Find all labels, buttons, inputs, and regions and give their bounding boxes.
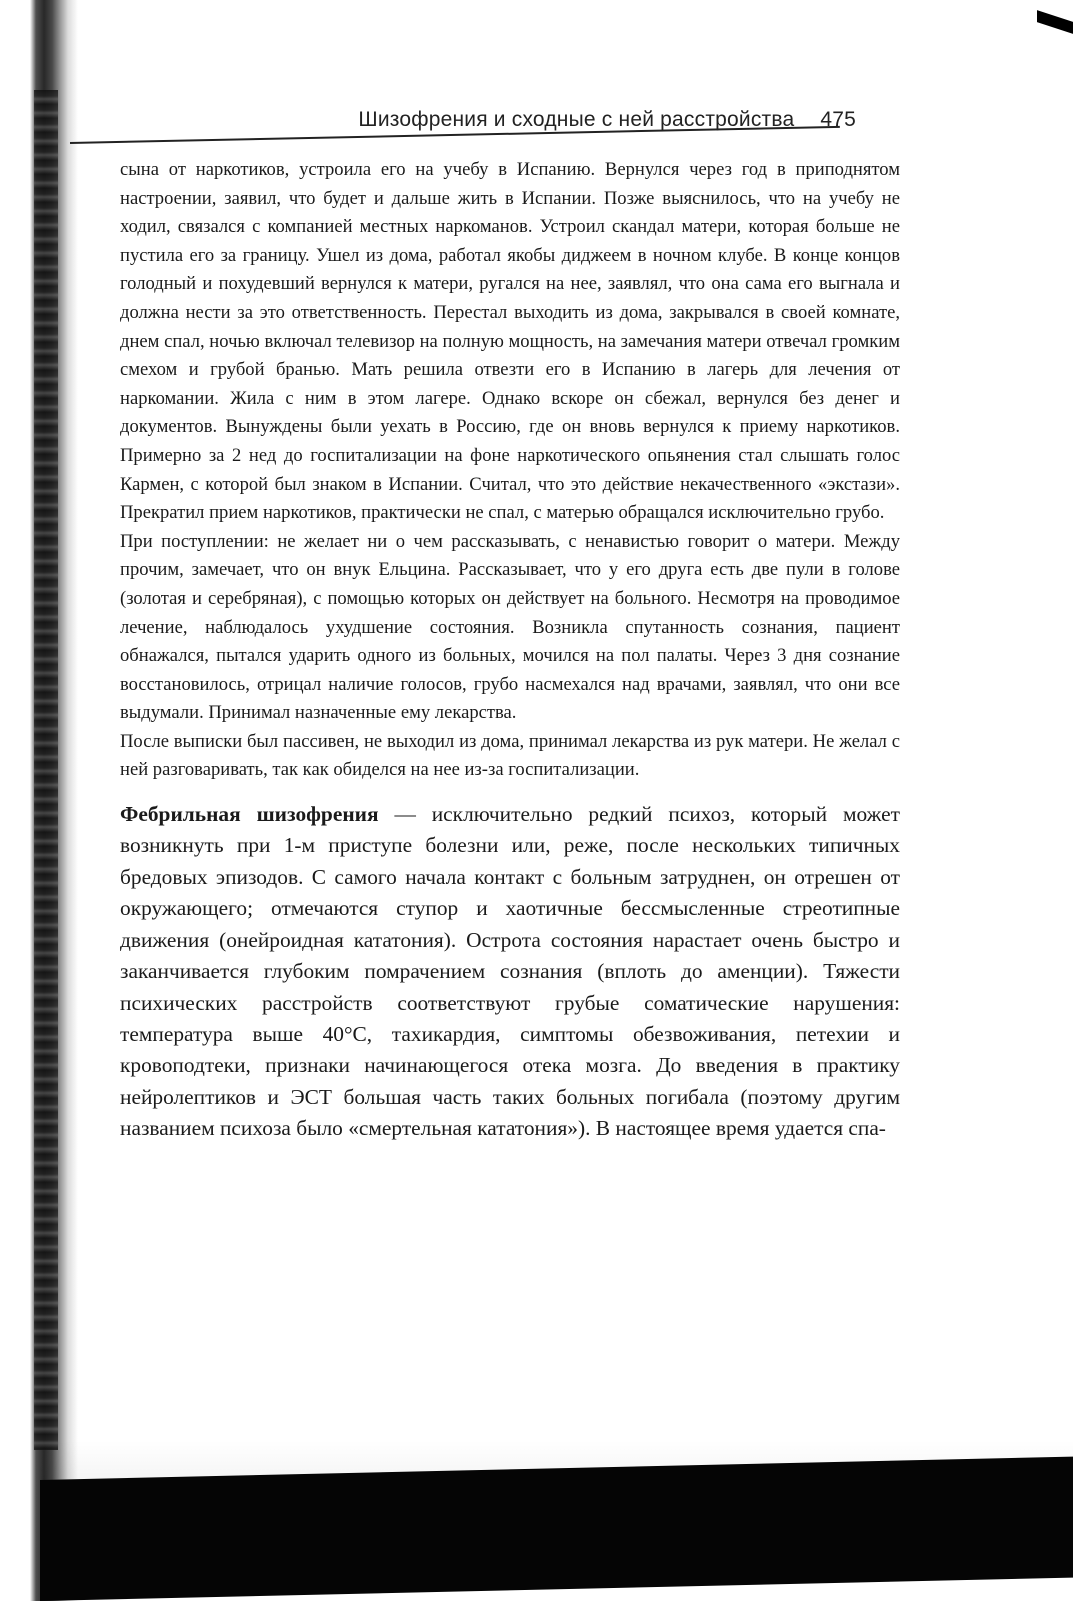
defined-term: Фебрильная шизофрения [120, 802, 379, 827]
book-page [60, 108, 900, 1145]
scan-bottom-band [40, 1456, 1073, 1601]
running-head [60, 108, 860, 132]
running-head-title: Шизофрения и сходные с ней расстройства [358, 108, 795, 131]
main-paragraph [120, 799, 900, 1144]
body-text [60, 156, 900, 1145]
scan-binding-artifact [34, 90, 58, 1450]
case-paragraph: При поступлении: не желает ни о чем рассказывать, с ненавистью говорит о матери. Между прочим, замечает, что он внук Ельцина. Рассказывает, что у его друга есть две пули в голове (золотая и серебряная), с помощью которых он действует на больного. Несмотря на проводимое лечение, наблюдалось ухудшение состояния. Возникла спутанность сознания, пациент обнажался, пытался ударить одного из больных, мочился на пол палаты. Через 3 дня сознание восстановилось, отрицал наличие голосов, грубо насмехался над врачами, заявлял, что они все выдумали. Принимал назначенные ему лекарства. [120, 530, 900, 724]
page-number: 475 [820, 108, 856, 131]
case-paragraph: сына от наркотиков, устроила его на учебу в Испанию. Вернулся через год в приподнятом настроении, заявил, что будет и дальше жить в Испании. Позже выяснилось, что на учебу не ходил, связался с компанией местных наркоманов. Устроил скандал матери, которая больше не пустила его за границу. Ушел из дома, работал якобы диджеем в ночном клубе. В конце концов голодный и похудевший вернулся к матери, ругался на нее, заявлял, что она сама его выгнала и должна нести за это ответственность. Перестал выходить из дома, закрывался в своей комнате, днем спал, ночью включал телевизор на полную мощность, на замечания матери отвечал громким смехом и грубой бранью. Мать решила отвезти его в Испанию в лагерь для лечения от наркомании. Жила с ним в этом лагере. Однако вскоре он сбежал, вернулся без денег и документов. Вынуждены были уехать в Россию, где он вновь вернулся к приему наркотиков. Примерно за 2 нед до госпитализации на фоне наркотического опьянения стал слышать голос Кармен, с которой был знаком в Испании. Считал, что это действие некачественного «экстази». Прекратил прием наркотиков, практически не спал, с матерью обращался исключительно грубо. [120, 159, 900, 524]
case-paragraph: После выписки был пассивен, не выходил из дома, принимал лекарства из рук матери. Не желал с ней разговаривать, так как обиделся на нее из-за госпитализации. [120, 730, 900, 781]
scan-corner-mark [1037, 10, 1073, 34]
main-paragraph-text: — исключительно редкий психоз, который может возникнуть при 1-м приступе болезни или, реже, после нескольких типичных бредовых эпизодов. С самого начала контакт с больным затруднен, он отрешен от окружающего; отмечаются ступор и хаотичные бессмысленные стреотипные движения (онейроидная кататония). Острота состояния нарастает очень быстро и заканчивается глубоким помрачением сознания (вплоть до аменции). Тяжести психических расстройств соответствуют грубые соматические нарушения: температура выше 40°С, тахикардия, симптомы обезвоживания, петехии и кровоподтеки, признаки начинающегося отека мозга. До введения в практику нейролептиков и ЭСТ большая часть таких больных погибала (поэтому другим названием психоза было «смертельная кататония»). В настоящее время удается спа- [120, 802, 900, 1141]
